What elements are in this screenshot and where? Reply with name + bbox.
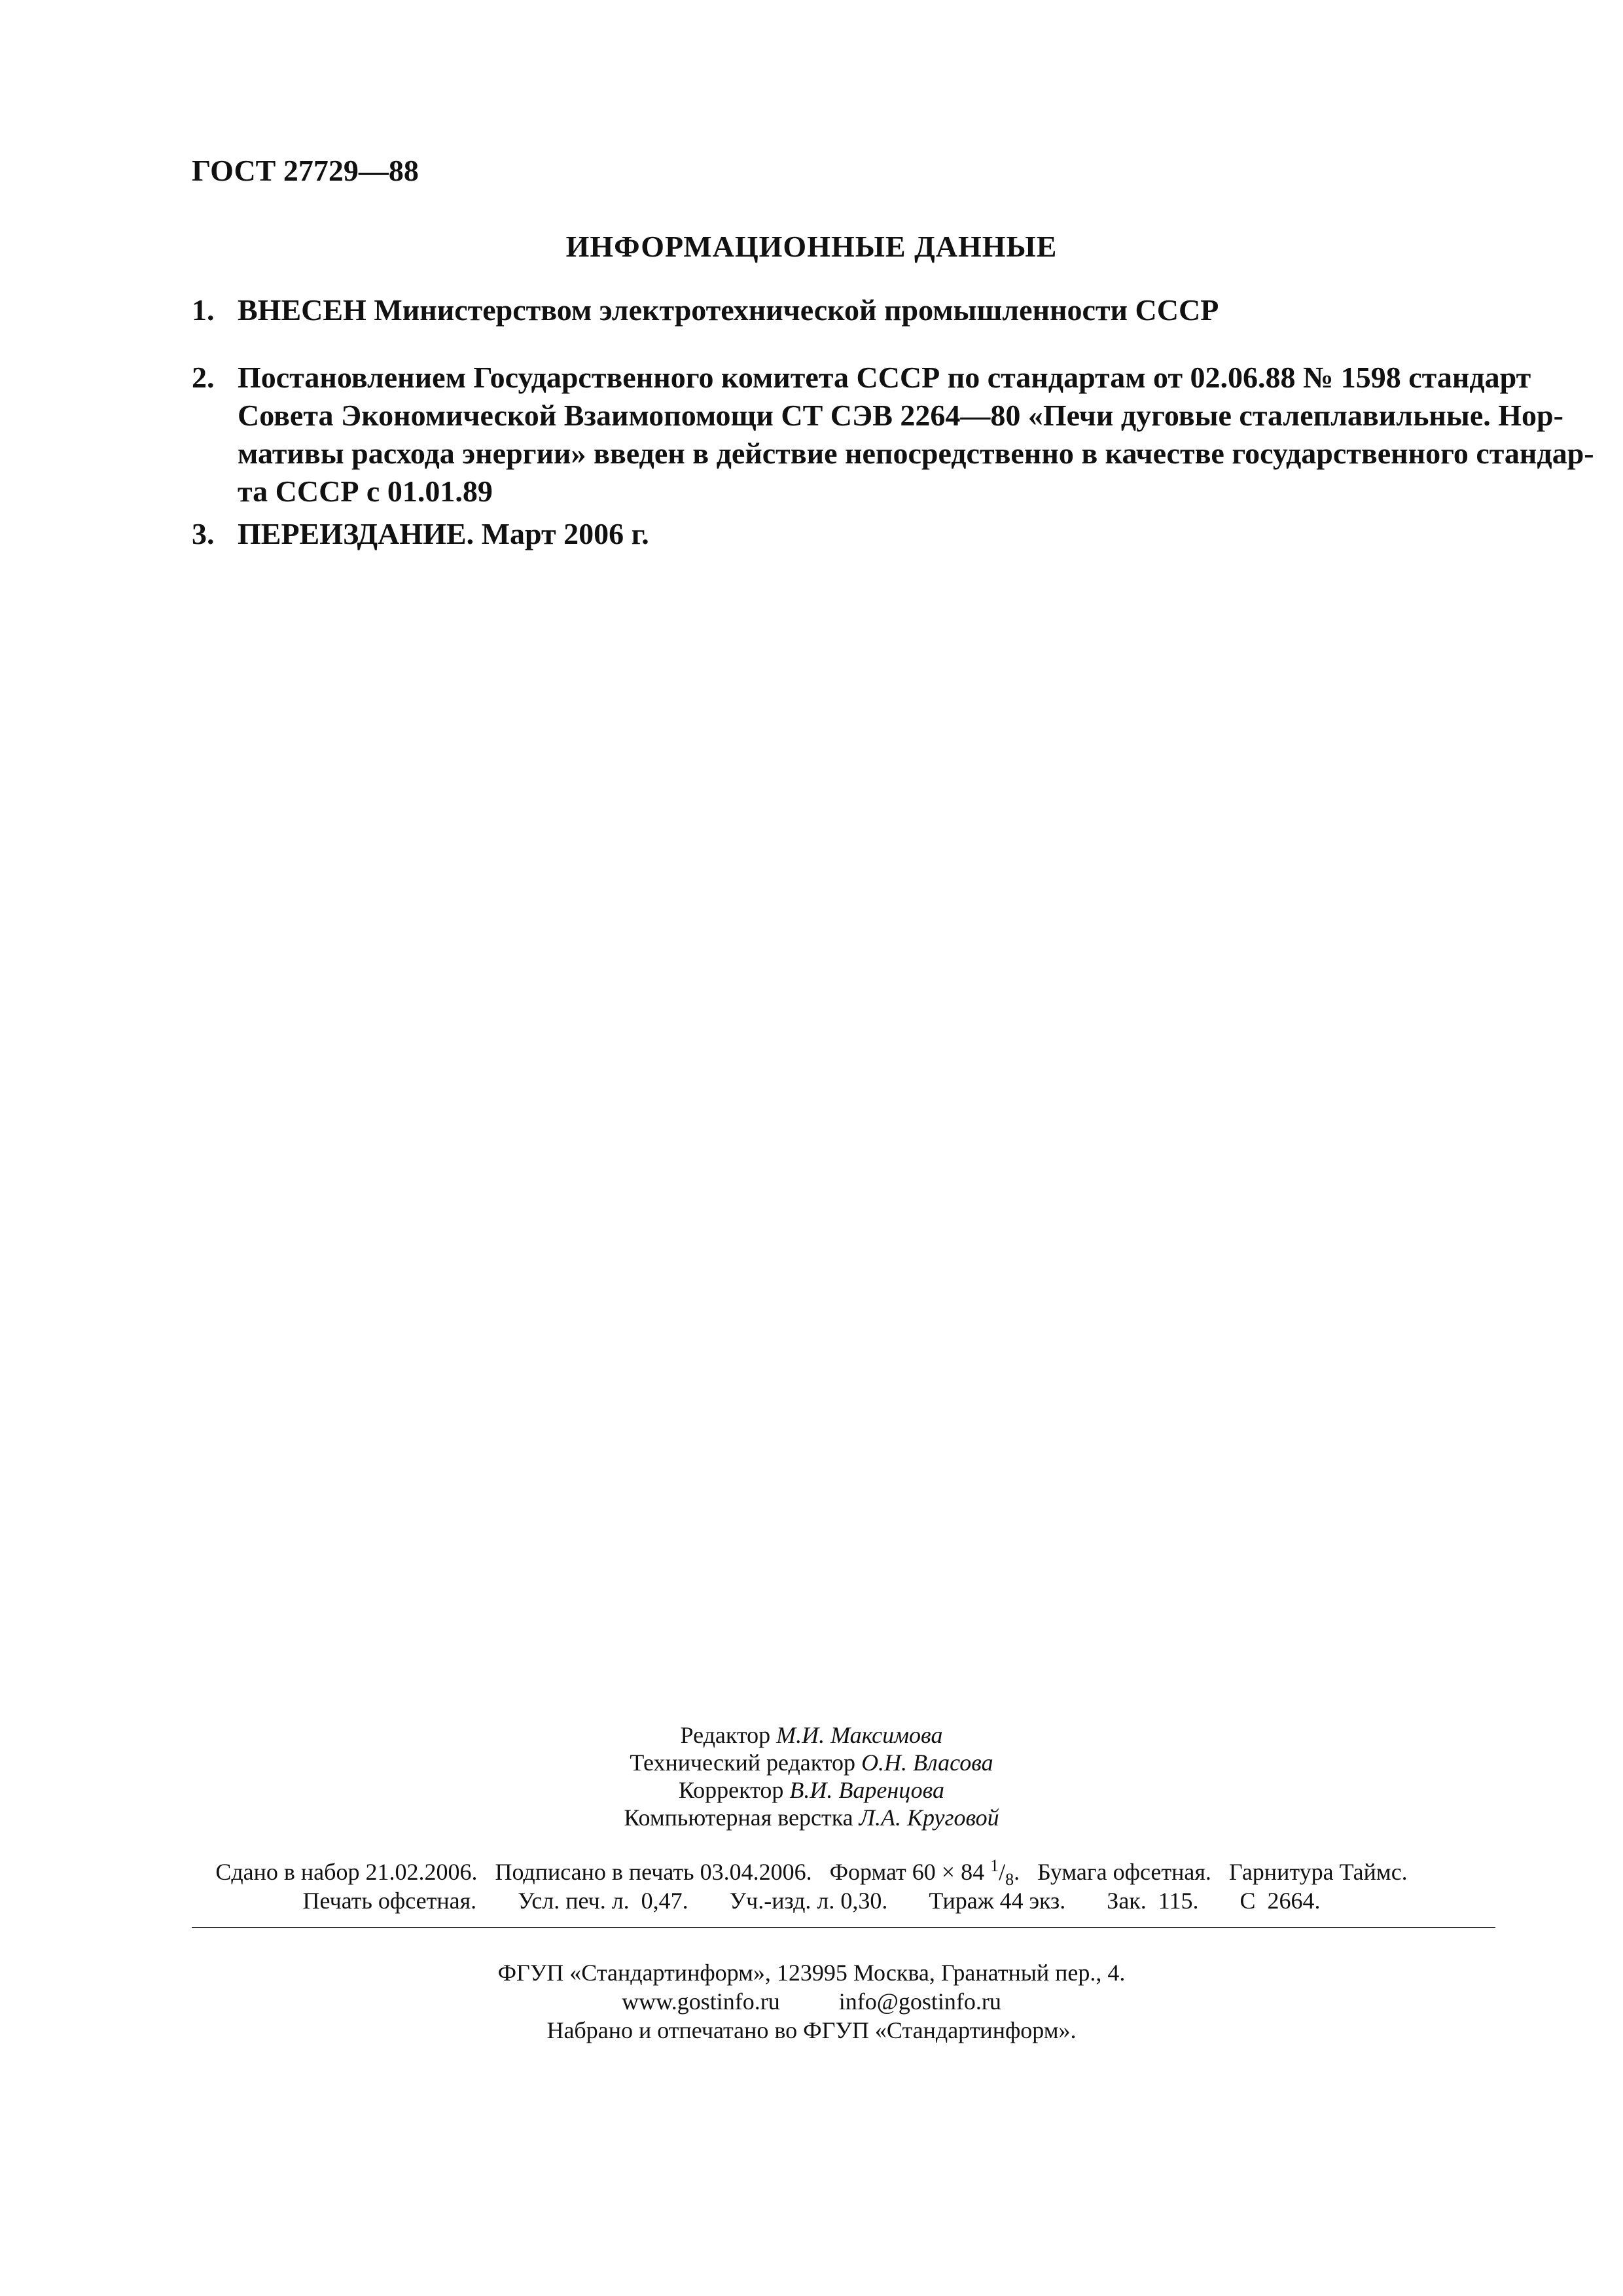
credit-person: М.И. Максимова [776, 1722, 943, 1748]
document-code: ГОСТ 27729—88 [192, 154, 419, 187]
credit-editor [0, 1721, 1623, 1749]
info-item-number: 1. [192, 293, 215, 327]
imprint-text: Сдано в набор 21.02.2006. Подписано в печать 03.04.2006. Формат 60 × 84 [215, 1859, 991, 1885]
publisher-web: www.gostinfo.ru info@gostinfo.ru [622, 1988, 1001, 2015]
publisher-address: ФГУП «Стандартинформ», 123995 Москва, Гранатный пер., 4. [497, 1960, 1126, 1986]
horizontal-divider [192, 1927, 1495, 1928]
credit-proofreader [0, 1776, 1623, 1804]
info-item-1 [192, 291, 1501, 329]
credit-technical-editor [0, 1749, 1623, 1776]
info-item-line: Постановлением Государственного комитета СССР по стандартам от 02.06.88 № 1598 стандарт [238, 361, 1531, 394]
info-item-3 [192, 515, 1501, 553]
info-item-text [238, 359, 1594, 511]
credits-block [0, 1721, 1623, 1831]
imprint-block [0, 1857, 1623, 1915]
info-item-line: ВНЕСЕН Министерством электротехнической промышленности СССР [238, 293, 1219, 327]
credit-person: В.И. Варенцова [789, 1777, 945, 1803]
credit-layout [0, 1804, 1623, 1831]
info-item-line: мативы расхода энергии» введен в действие непосредственно в качестве государственного стандар- [238, 437, 1594, 470]
info-item-number: 2. [192, 361, 215, 394]
format-fraction-slash: / [999, 1859, 1006, 1885]
info-item-line: ПЕРЕИЗДАНИЕ. Март 2006 г. [238, 517, 649, 550]
section-title: ИНФОРМАЦИОННЫЕ ДАННЫЕ [565, 230, 1058, 263]
credit-role: Корректор [678, 1777, 784, 1803]
credit-person: Л.А. Круговой [859, 1804, 999, 1831]
format-fraction-denominator: 8 [1005, 1870, 1014, 1890]
imprint-text: . Бумага офсетная. Гарнитура Таймс. [1014, 1859, 1408, 1885]
info-item-number: 3. [192, 517, 215, 550]
imprint-line-1 [0, 1856, 1623, 1890]
info-item-text [238, 291, 1501, 329]
info-item-line: та СССР с 01.01.89 [238, 475, 493, 508]
credit-role: Редактор [680, 1722, 771, 1748]
publisher-printed-note: Набрано и отпечатано во ФГУП «Стандартинформ». [546, 2017, 1077, 2043]
format-fraction-numerator: 1 [990, 1856, 999, 1875]
info-item-text [238, 515, 1501, 553]
info-item-2 [192, 359, 1594, 511]
credit-role: Компьютерная верстка [624, 1804, 853, 1831]
credit-role: Технический редактор [630, 1749, 856, 1776]
publisher-block [0, 1958, 1623, 2045]
credit-person: О.Н. Власова [861, 1749, 993, 1776]
info-item-line: Совета Экономической Взаимопомощи СТ СЭВ 2264—80 «Печи дуговые сталеплавильные. Нор- [238, 399, 1563, 432]
imprint-line-2: Печать офсетная. Усл. печ. л. 0,47. Уч.-изд. л. 0,30. Тираж 44 экз. Зак. 115. С 2664. [302, 1888, 1321, 1914]
